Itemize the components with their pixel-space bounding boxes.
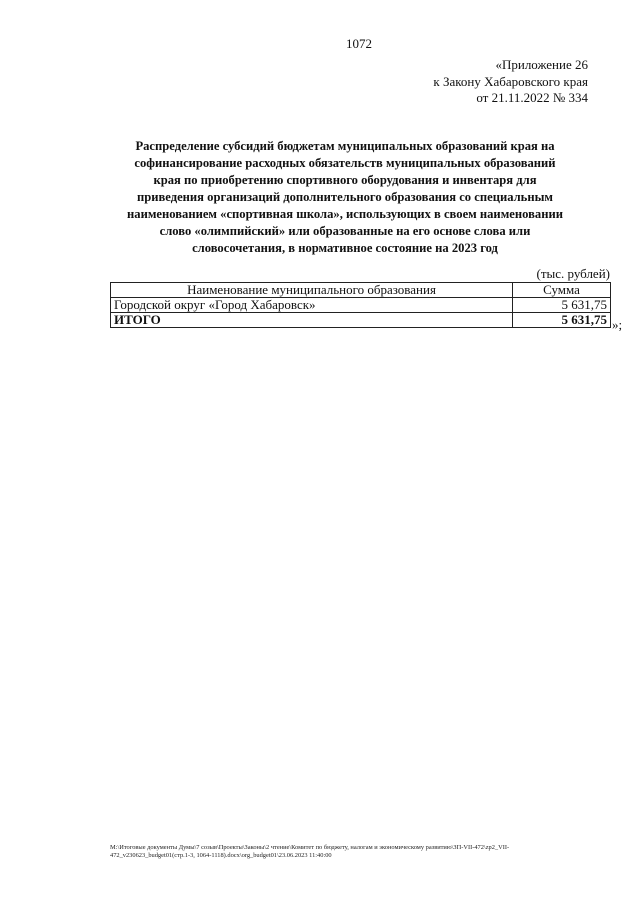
title-line: наименованием «спортивная школа», использующих в своем наименовании <box>127 207 563 221</box>
row-name: Городской округ «Город Хабаровск» <box>111 298 513 313</box>
appendix-line-1: «Приложение 26 <box>495 57 588 72</box>
title-line: приведения организаций дополнительного образования со специальным <box>136 190 554 204</box>
units-label: (тыс. рублей) <box>536 266 610 281</box>
title-line: края по приобретению спортивного оборудования и инвентаря для <box>153 173 537 187</box>
table-row <box>111 298 611 313</box>
header-sum: Сумма <box>513 283 611 298</box>
total-sum: 5 631,75 <box>513 313 611 328</box>
closing-quote: »; <box>612 317 623 332</box>
total-row <box>111 313 611 328</box>
page-number: 1072 <box>346 36 372 51</box>
title-line: софинансирование расходных обязательств муниципальных образований <box>134 156 556 170</box>
header-name: Наименование муниципального образования <box>111 283 513 298</box>
footer-line-1: M:\Итоговые документы Думы\7 созыв\Проекты\Законы\2 чтение\Комитет по бюджету, налогам и экономическому развитию\ЗП-VII-472\zp2_VII- <box>110 844 510 851</box>
table-header-row <box>111 283 611 298</box>
appendix-reference <box>433 57 588 107</box>
appendix-line-3: от 21.11.2022 № 334 <box>476 90 588 105</box>
title-line: Распределение субсидий бюджетам муниципальных образований края на <box>135 139 555 153</box>
total-label: ИТОГО <box>111 313 513 328</box>
file-path-footer <box>110 844 612 860</box>
title-line: слово «олимпийский» или образованные на его основе слова или <box>159 224 531 238</box>
subsidies-table <box>110 282 611 328</box>
row-sum: 5 631,75 <box>513 298 611 313</box>
document-title <box>110 138 580 257</box>
title-line: словосочетания, в нормативное состояние на 2023 год <box>192 241 498 255</box>
appendix-line-2: к Закону Хабаровского края <box>433 73 588 89</box>
footer-line-2: 472_v230623_budget01(стр.1-3, 1064-1118).docx\org_budget01\23.06.2023 11:40:00 <box>110 852 332 859</box>
